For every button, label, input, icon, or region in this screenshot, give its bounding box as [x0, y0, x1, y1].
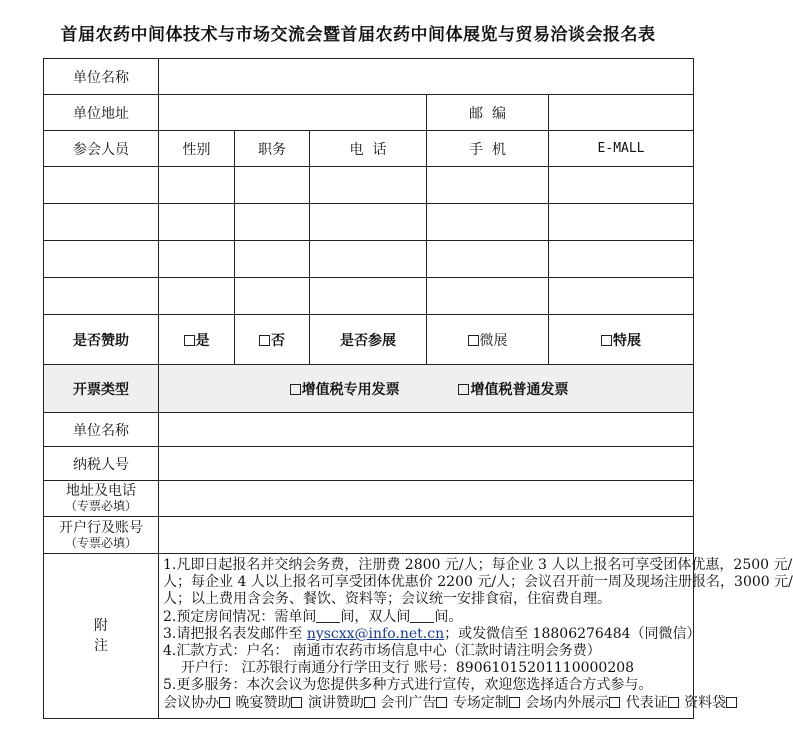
- position-cell[interactable]: [235, 204, 310, 241]
- mobile-cell[interactable]: [427, 241, 549, 278]
- service-option[interactable]: [235, 695, 303, 711]
- attendee-row: [44, 167, 694, 204]
- vat-normal-invoice-option[interactable]: [458, 379, 568, 399]
- note-item-5: 5.更多服务：本次会议为您提供多种方式进行宣传，欢迎您选择适合方式参与。: [163, 677, 653, 694]
- header-mobile: 手 机: [427, 131, 549, 167]
- phone-cell[interactable]: [310, 278, 427, 315]
- address-phone-label: 地址及电话: [66, 483, 136, 499]
- mobile-cell[interactable]: [427, 204, 549, 241]
- checkbox-icon: [184, 335, 195, 346]
- attendee-row: [44, 241, 694, 278]
- email-cell[interactable]: [549, 241, 694, 278]
- service-label: 演讲赞助: [307, 694, 364, 711]
- invoice-type-options: [159, 365, 694, 413]
- email-cell[interactable]: [549, 278, 694, 315]
- gender-cell[interactable]: [159, 204, 235, 241]
- vat-special-label: 增值税专用发票: [301, 381, 400, 398]
- service-label: 专场定制: [452, 694, 509, 711]
- gender-cell[interactable]: [159, 278, 235, 315]
- service-label: 资料袋: [684, 694, 727, 711]
- attendee-cell[interactable]: [44, 204, 159, 241]
- service-label: 会场内外展示: [525, 694, 610, 711]
- mobile-cell[interactable]: [427, 167, 549, 204]
- note-item-3: [163, 625, 701, 643]
- attendee-cell[interactable]: [44, 241, 159, 278]
- notes-label-1: 附: [94, 618, 108, 634]
- invoice-type-label: 开票类型: [44, 365, 159, 413]
- checkbox-icon: [509, 697, 520, 708]
- note-item-1-line-3: 人；以上费用含会务、餐饮、资料等；会议统一安排食宿，住宿费自理。: [163, 591, 611, 608]
- note-item-2-mid: 间，双人间: [340, 608, 411, 625]
- notes-content: [159, 554, 793, 719]
- checkbox-icon: [601, 335, 612, 346]
- address-phone-note: （专票必填）: [64, 499, 137, 513]
- service-option[interactable]: [380, 695, 448, 711]
- bank-field[interactable]: [159, 517, 694, 554]
- attendee-header-row: [44, 131, 694, 167]
- phone-cell[interactable]: [310, 241, 427, 278]
- single-room-blank[interactable]: [316, 611, 340, 623]
- header-gender: 性别: [159, 131, 235, 167]
- checkbox-icon: [468, 335, 479, 346]
- notes-row: [44, 554, 694, 719]
- invoice-type-row: [44, 365, 694, 413]
- sponsor-yes-label: 是: [195, 332, 210, 349]
- double-room-blank[interactable]: [410, 611, 434, 623]
- sponsor-no-label: 否: [271, 332, 285, 349]
- exhibit-label: 是否参展: [310, 315, 427, 365]
- company-name-row: [44, 59, 694, 95]
- position-cell[interactable]: [235, 278, 310, 315]
- services-options: [163, 694, 727, 712]
- service-option[interactable]: [684, 695, 738, 711]
- position-cell[interactable]: [235, 167, 310, 204]
- special-booth-option[interactable]: [549, 315, 694, 365]
- email-cell[interactable]: [549, 204, 694, 241]
- bank-label-cell: [44, 517, 159, 554]
- note-item-3-prefix: 3.请把报名表发邮件至: [163, 625, 307, 642]
- gender-cell[interactable]: [159, 167, 235, 204]
- postcode-field[interactable]: [549, 95, 694, 131]
- note-item-4-line-2: 开户行： 江苏银行南通分行学田支行 账号：89061015201110000208: [181, 660, 635, 677]
- attendee-cell[interactable]: [44, 278, 159, 315]
- checkbox-icon: [364, 697, 375, 708]
- taxpayer-field[interactable]: [159, 447, 694, 481]
- notes-label-2: 注: [94, 638, 108, 654]
- vat-special-invoice-option[interactable]: [290, 379, 400, 399]
- position-cell[interactable]: [235, 241, 310, 278]
- taxpayer-row: [44, 447, 694, 481]
- service-option[interactable]: [308, 695, 376, 711]
- header-attendee: 参会人员: [44, 131, 159, 167]
- company-name-field[interactable]: [159, 59, 694, 95]
- checkbox-icon: [290, 384, 301, 395]
- note-item-3-suffix: ；或发微信至 18806276484（同微信）: [444, 625, 701, 642]
- note-item-2-suffix: 间。: [434, 608, 463, 625]
- note-item-1-line-1: 1.凡即日起报名并交纳会务费，注册费 2800 元/人；每企业 3 人以上报名可享受团体优惠，2500 元/: [163, 557, 793, 573]
- invoice-name-row: [44, 413, 694, 447]
- company-address-label: 单位地址: [44, 95, 159, 131]
- sponsor-yes-option[interactable]: [159, 315, 235, 365]
- sponsor-row: [44, 315, 694, 365]
- service-option[interactable]: [453, 695, 521, 711]
- service-label: 晚宴赞助: [235, 694, 292, 711]
- header-position: 职务: [235, 131, 310, 167]
- micro-booth-label: 微展: [479, 332, 508, 349]
- form-title: 首届农药中间体技术与市场交流会暨首届农药中间体展览与贸易洽谈会报名表: [60, 25, 656, 45]
- attendee-cell[interactable]: [44, 167, 159, 204]
- invoice-name-label: 单位名称: [44, 413, 159, 447]
- address-phone-row: [44, 481, 694, 517]
- attendee-row: [44, 278, 694, 315]
- note-item-2-prefix: 2.预定房间情况：需单间: [163, 608, 317, 625]
- address-phone-field[interactable]: [159, 481, 694, 517]
- vat-normal-label: 增值税普通发票: [470, 381, 569, 398]
- attendee-row: [44, 204, 694, 241]
- bank-label: 开户行及账号: [59, 519, 143, 536]
- micro-booth-option[interactable]: [427, 315, 549, 365]
- checkbox-icon: [259, 335, 270, 346]
- registration-form-table: [43, 58, 793, 719]
- header-email: E-MALL: [549, 131, 694, 167]
- phone-cell[interactable]: [310, 204, 427, 241]
- contact-email-link[interactable]: nyscxx@info.net.cn: [306, 625, 445, 642]
- checkbox-icon: [436, 697, 447, 708]
- company-address-row: [44, 95, 694, 131]
- header-phone: 电 话: [310, 131, 427, 167]
- address-phone-label-cell: [44, 481, 159, 517]
- checkbox-icon: [458, 384, 469, 395]
- note-item-1-line-2: 人；每企业 4 人以上报名可享受团体优惠价 2200 元/人；会议召开前一周及现场注册报名，3000 元/: [163, 574, 793, 591]
- service-option[interactable]: [626, 695, 680, 711]
- invoice-name-field[interactable]: [159, 413, 694, 447]
- note-item-4-line-1: 4.汇款方式：户名： 南通市农药市场信息中心（汇款时请注明会务费）: [163, 643, 601, 660]
- gender-cell[interactable]: [159, 241, 235, 278]
- phone-cell[interactable]: [310, 167, 427, 204]
- note-item-2: [163, 609, 691, 626]
- service-label: 代表证: [625, 694, 668, 711]
- company-address-field[interactable]: [159, 95, 427, 131]
- mobile-cell[interactable]: [427, 278, 549, 315]
- postcode-label: 邮 编: [427, 95, 549, 131]
- checkbox-icon: [291, 697, 302, 708]
- bank-row: [44, 517, 694, 554]
- sponsor-no-option[interactable]: [235, 315, 310, 365]
- service-label: 会议协办: [163, 694, 219, 711]
- notes-label-cell: [44, 554, 159, 719]
- sponsor-label: 是否赞助: [44, 315, 159, 365]
- checkbox-icon: [726, 697, 737, 708]
- service-option[interactable]: [163, 695, 231, 711]
- checkbox-icon: [668, 697, 679, 708]
- special-booth-label: 特展: [613, 332, 642, 349]
- service-option[interactable]: [525, 695, 621, 711]
- email-cell[interactable]: [549, 167, 694, 204]
- company-name-label: 单位名称: [44, 59, 159, 95]
- service-label: 会刊广告: [380, 694, 437, 711]
- checkbox-icon: [609, 697, 620, 708]
- taxpayer-label: 纳税人号: [44, 447, 159, 481]
- checkbox-icon: [219, 697, 230, 708]
- bank-note: （专票必填）: [64, 535, 137, 550]
